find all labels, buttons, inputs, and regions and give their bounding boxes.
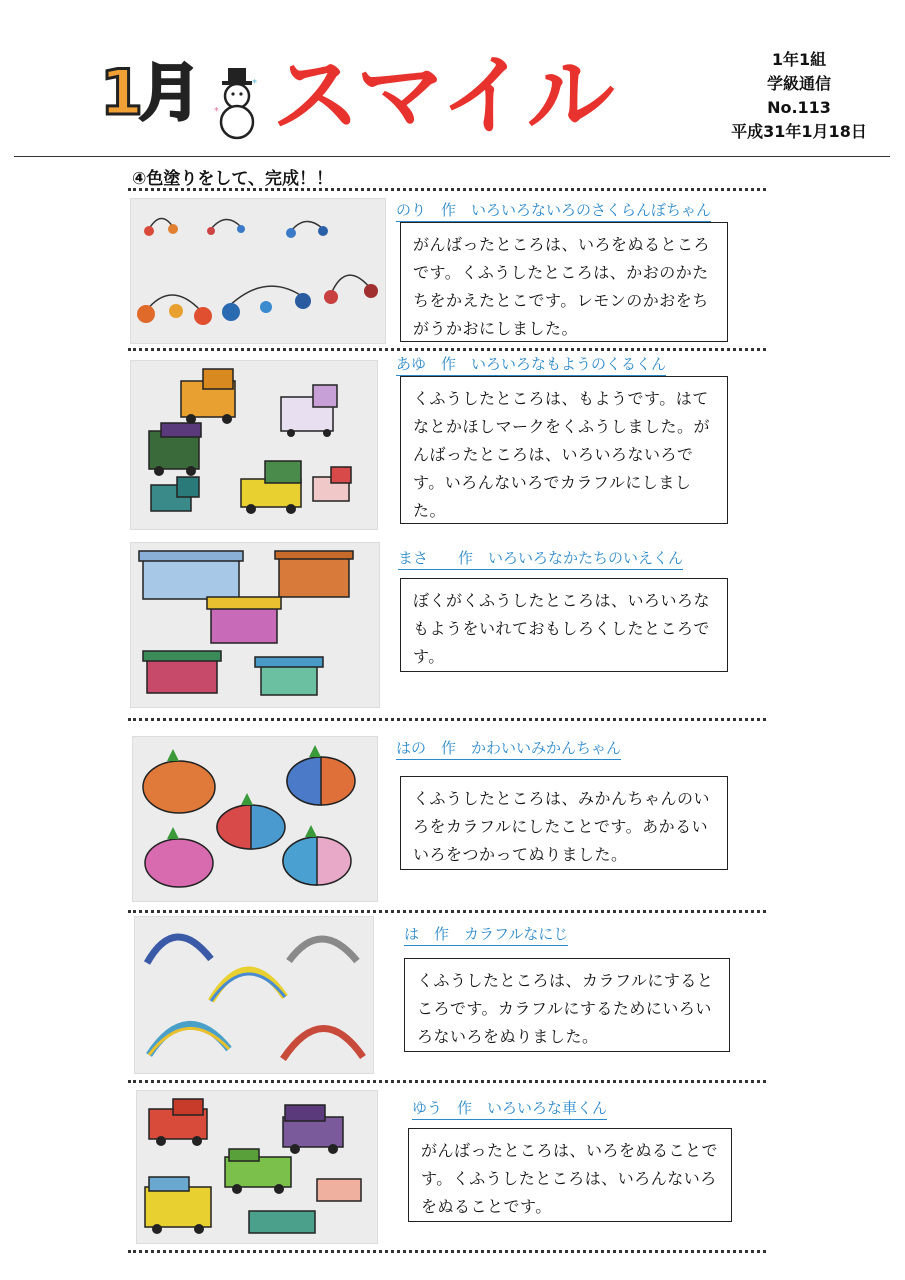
step-heading: ④色塗りをして、完成！！ — [132, 169, 334, 189]
newsletter-label: 学級通信 — [766, 74, 831, 93]
entry-caption: ゆう 作 いろいろな車くん — [412, 1098, 607, 1120]
artwork-photo-cherries — [130, 198, 386, 344]
artwork-photo-houses — [130, 542, 380, 708]
dotted-divider — [128, 1250, 766, 1253]
artwork-photo-cars — [130, 360, 378, 530]
entry-comment: くふうしたところは、カラフルにするところです。カラフルにするためにいろいろないろをぬりました。 — [404, 958, 730, 1052]
class-name: 1年1組 — [771, 50, 827, 69]
entry-caption: はの 作 かわいいみかんちゃん — [396, 738, 621, 760]
issue-date: 平成31年1月18日 — [731, 122, 867, 141]
entry-caption: は 作 カラフルなにじ — [404, 924, 568, 946]
svg-text:*: * — [252, 78, 257, 89]
header-rule — [14, 156, 890, 157]
dotted-divider — [128, 910, 766, 913]
issue-info — [704, 48, 894, 144]
masthead-month: 1月 — [100, 56, 198, 129]
entry-caption: のり 作 いろいろないろのさくらんぼちゃん — [396, 200, 711, 222]
dotted-divider — [128, 1080, 766, 1083]
entry-comment: がんばったところは、いろをぬることです。くふうしたところは、いろんないろをぬることです。 — [408, 1128, 732, 1222]
artwork-photo-oranges — [132, 736, 378, 902]
dotted-divider — [128, 348, 766, 351]
dotted-divider — [128, 718, 766, 721]
dotted-divider — [128, 188, 766, 191]
entry-caption: まさ 作 いろいろなかたちのいえくん — [398, 548, 683, 570]
entry-comment: ぼくがくふうしたところは、いろいろなもようをいれておもしろくしたところです。 — [400, 578, 728, 672]
artwork-photo-rainbows — [134, 916, 374, 1074]
entry-comment: がんばったところは、いろをぬるところです。くふうしたところは、かおのかたちをかえたとこです。レモンのかおをちがうかおにしました。 — [400, 222, 728, 342]
snowman-icon — [212, 66, 262, 140]
artwork-photo-vehicles — [136, 1090, 378, 1244]
entry-caption: あゆ 作 いろいろなもようのくるくん — [396, 354, 666, 376]
entry-comment: くふうしたところは、もようです。はてなとかほしマークをくふうしました。がんばったところは、いろいろないろです。いろんないろでカラフルにしました。 — [400, 376, 728, 524]
svg-text:*: * — [214, 106, 219, 117]
masthead-title: スマイル — [272, 44, 613, 147]
issue-number: No.113 — [767, 98, 831, 117]
entry-comment: くふうしたところは、みかんちゃんのいろをカラフルにしたことです。あかるいいろをつかってぬりました。 — [400, 776, 728, 870]
